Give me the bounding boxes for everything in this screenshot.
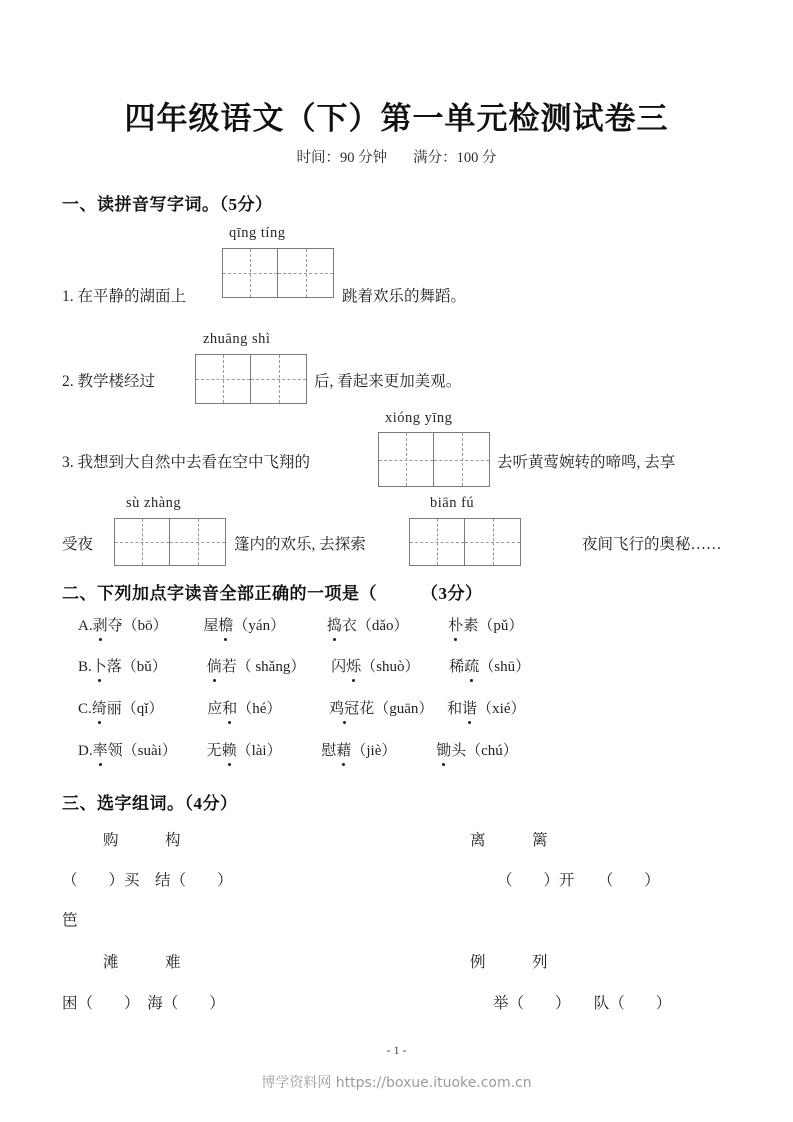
grid-cell[interactable]	[465, 519, 520, 565]
mc-option-a[interactable]	[78, 614, 523, 635]
pick-answers-3[interactable]: 困（ ） 海（ ）	[62, 995, 225, 1012]
grid-cell[interactable]	[170, 519, 225, 565]
time-label: 时间：90 分钟	[296, 150, 388, 166]
dot-char: 卜	[92, 655, 107, 676]
dot-char: 朴	[448, 614, 463, 635]
grid-cell[interactable]	[379, 433, 434, 486]
dot-char: 绮	[92, 697, 107, 718]
mc-word: 稀	[449, 659, 465, 675]
score-label: 满分：100 分	[413, 150, 497, 166]
section-1-heading: 一、读拼音写字词。（5分）	[62, 195, 273, 214]
mc-word: 无	[206, 743, 222, 759]
mc-label-d: D.	[78, 743, 93, 759]
q3c-text-after: 夜间飞行的奥秘……	[582, 536, 722, 553]
pinyin-xiongying: xióng yīng	[385, 410, 453, 426]
mc-pinyin: （guān）	[374, 701, 434, 717]
mc-label-c: C.	[78, 701, 92, 717]
mc-word: 夺	[107, 618, 123, 634]
mc-pinyin: （suài）	[122, 743, 177, 759]
mc-word: 落	[106, 659, 122, 675]
pinyin-zhuangshi: zhuāng shì	[203, 331, 271, 347]
pick-answers-2[interactable]: （ ）开 （ ）	[497, 872, 660, 889]
exam-meta	[0, 146, 793, 167]
q3b-text-after: 篷内的欢乐, 去探索	[234, 536, 366, 553]
dot-char: 疏	[464, 655, 479, 676]
dot-char: 剥	[93, 614, 108, 635]
mc-word: 花	[359, 701, 375, 717]
mc-word: 若	[221, 659, 237, 675]
mc-label-a: A.	[78, 618, 93, 634]
pick-chars-1: 购 构	[103, 832, 181, 849]
mc-pinyin: （pǔ）	[478, 618, 524, 634]
dot-char: 倘	[207, 655, 222, 676]
grid-cell[interactable]	[410, 519, 465, 565]
pinyin-bianfu: biān fú	[430, 495, 475, 511]
pinyin-qingting: qīng tíng	[229, 225, 286, 241]
mc-word: 应	[207, 701, 223, 717]
mc-pinyin: （chú）	[466, 743, 518, 759]
mc-pinyin: （bǔ）	[121, 659, 167, 675]
mc-word: 头	[451, 743, 467, 759]
mc-option-c[interactable]	[78, 697, 525, 718]
mc-pinyin: （jiè）	[351, 743, 397, 759]
mc-label-b: B.	[78, 659, 92, 675]
pick-answers-1[interactable]: （ ）买 结（ ）	[62, 872, 233, 889]
mc-word: 丽	[106, 701, 122, 717]
mc-pinyin: （xié）	[477, 701, 526, 717]
mc-option-b[interactable]	[78, 655, 530, 676]
mc-word: 闪	[331, 659, 347, 675]
section-3-heading: 三、选字组词。（4分）	[62, 794, 238, 813]
mc-pinyin: （shū）	[479, 659, 531, 675]
dot-char: 藉	[336, 739, 351, 760]
answer-grid-q2[interactable]	[195, 354, 307, 404]
dot-char: 鸡冠	[329, 697, 359, 718]
pick-answers-4[interactable]: 举（ ） 队（ ）	[493, 995, 672, 1012]
q1-text-after: 跳着欢乐的舞蹈。	[342, 288, 467, 305]
mc-pinyin: （yán）	[233, 618, 286, 634]
mc-pinyin: （lài）	[236, 743, 282, 759]
page-number: - 1 -	[386, 1043, 407, 1057]
mc-word: 领	[107, 743, 123, 759]
q1-text-before: 1. 在平静的湖面上	[62, 288, 187, 305]
mc-pinyin: （dǎo）	[356, 618, 409, 634]
page-title: 四年级语文（下）第一单元检测试卷三	[124, 101, 669, 136]
mc-word: 慰	[321, 743, 337, 759]
answer-grid-q3b[interactable]	[114, 518, 226, 566]
grid-cell[interactable]	[223, 249, 278, 297]
dot-char: 赖	[222, 739, 237, 760]
grid-cell[interactable]	[434, 433, 489, 486]
dot-char: 檐	[218, 614, 233, 635]
q3-text-after: 去听黄莺婉转的啼鸣, 去享	[497, 454, 676, 471]
mc-word: 衣	[341, 618, 357, 634]
section-2-heading: 二、下列加点字读音全部正确的一项是（ （3分）	[62, 584, 483, 603]
answer-grid-q1[interactable]	[222, 248, 334, 298]
mc-word: 和	[447, 701, 463, 717]
dot-char: 锄	[436, 739, 451, 760]
mc-word: 屋	[203, 618, 219, 634]
watermark-text: 博学资料网 https://boxue.ituoke.com.cn	[261, 1075, 532, 1091]
mc-pinyin: （ shǎng）	[236, 659, 306, 675]
mc-option-d[interactable]	[78, 739, 518, 760]
dot-char: 率	[93, 739, 108, 760]
mc-word: 素	[463, 618, 479, 634]
mc-pinyin: （bō）	[122, 618, 168, 634]
pick-chars-3: 滩 难	[103, 954, 181, 971]
mc-pinyin: （shuò）	[361, 659, 420, 675]
pick-extra-char-2: 笆	[62, 912, 78, 929]
dot-char: 和	[222, 697, 237, 718]
pick-chars-4: 例 列	[470, 954, 548, 971]
pinyin-suzhang: sù zhàng	[126, 495, 182, 511]
grid-cell[interactable]	[251, 355, 306, 403]
q3b-text-before: 受夜	[62, 536, 94, 553]
pick-chars-2: 离 篱	[470, 832, 548, 849]
dot-char: 谐	[462, 697, 477, 718]
dot-char: 捣	[327, 614, 342, 635]
dot-char: 烁	[346, 655, 361, 676]
answer-grid-q3a[interactable]	[378, 432, 490, 487]
grid-cell[interactable]	[115, 519, 170, 565]
q2-text-after: 后, 看起来更加美观。	[314, 373, 462, 390]
q3-text-before: 3. 我想到大自然中去看在空中飞翔的	[62, 454, 311, 471]
mc-pinyin: （hé）	[237, 701, 282, 717]
mc-pinyin: （qǐ）	[121, 701, 164, 717]
answer-grid-q3c[interactable]	[409, 518, 521, 566]
grid-cell[interactable]	[278, 249, 333, 297]
q2-text-before: 2. 教学楼经过	[62, 373, 156, 390]
grid-cell[interactable]	[196, 355, 251, 403]
